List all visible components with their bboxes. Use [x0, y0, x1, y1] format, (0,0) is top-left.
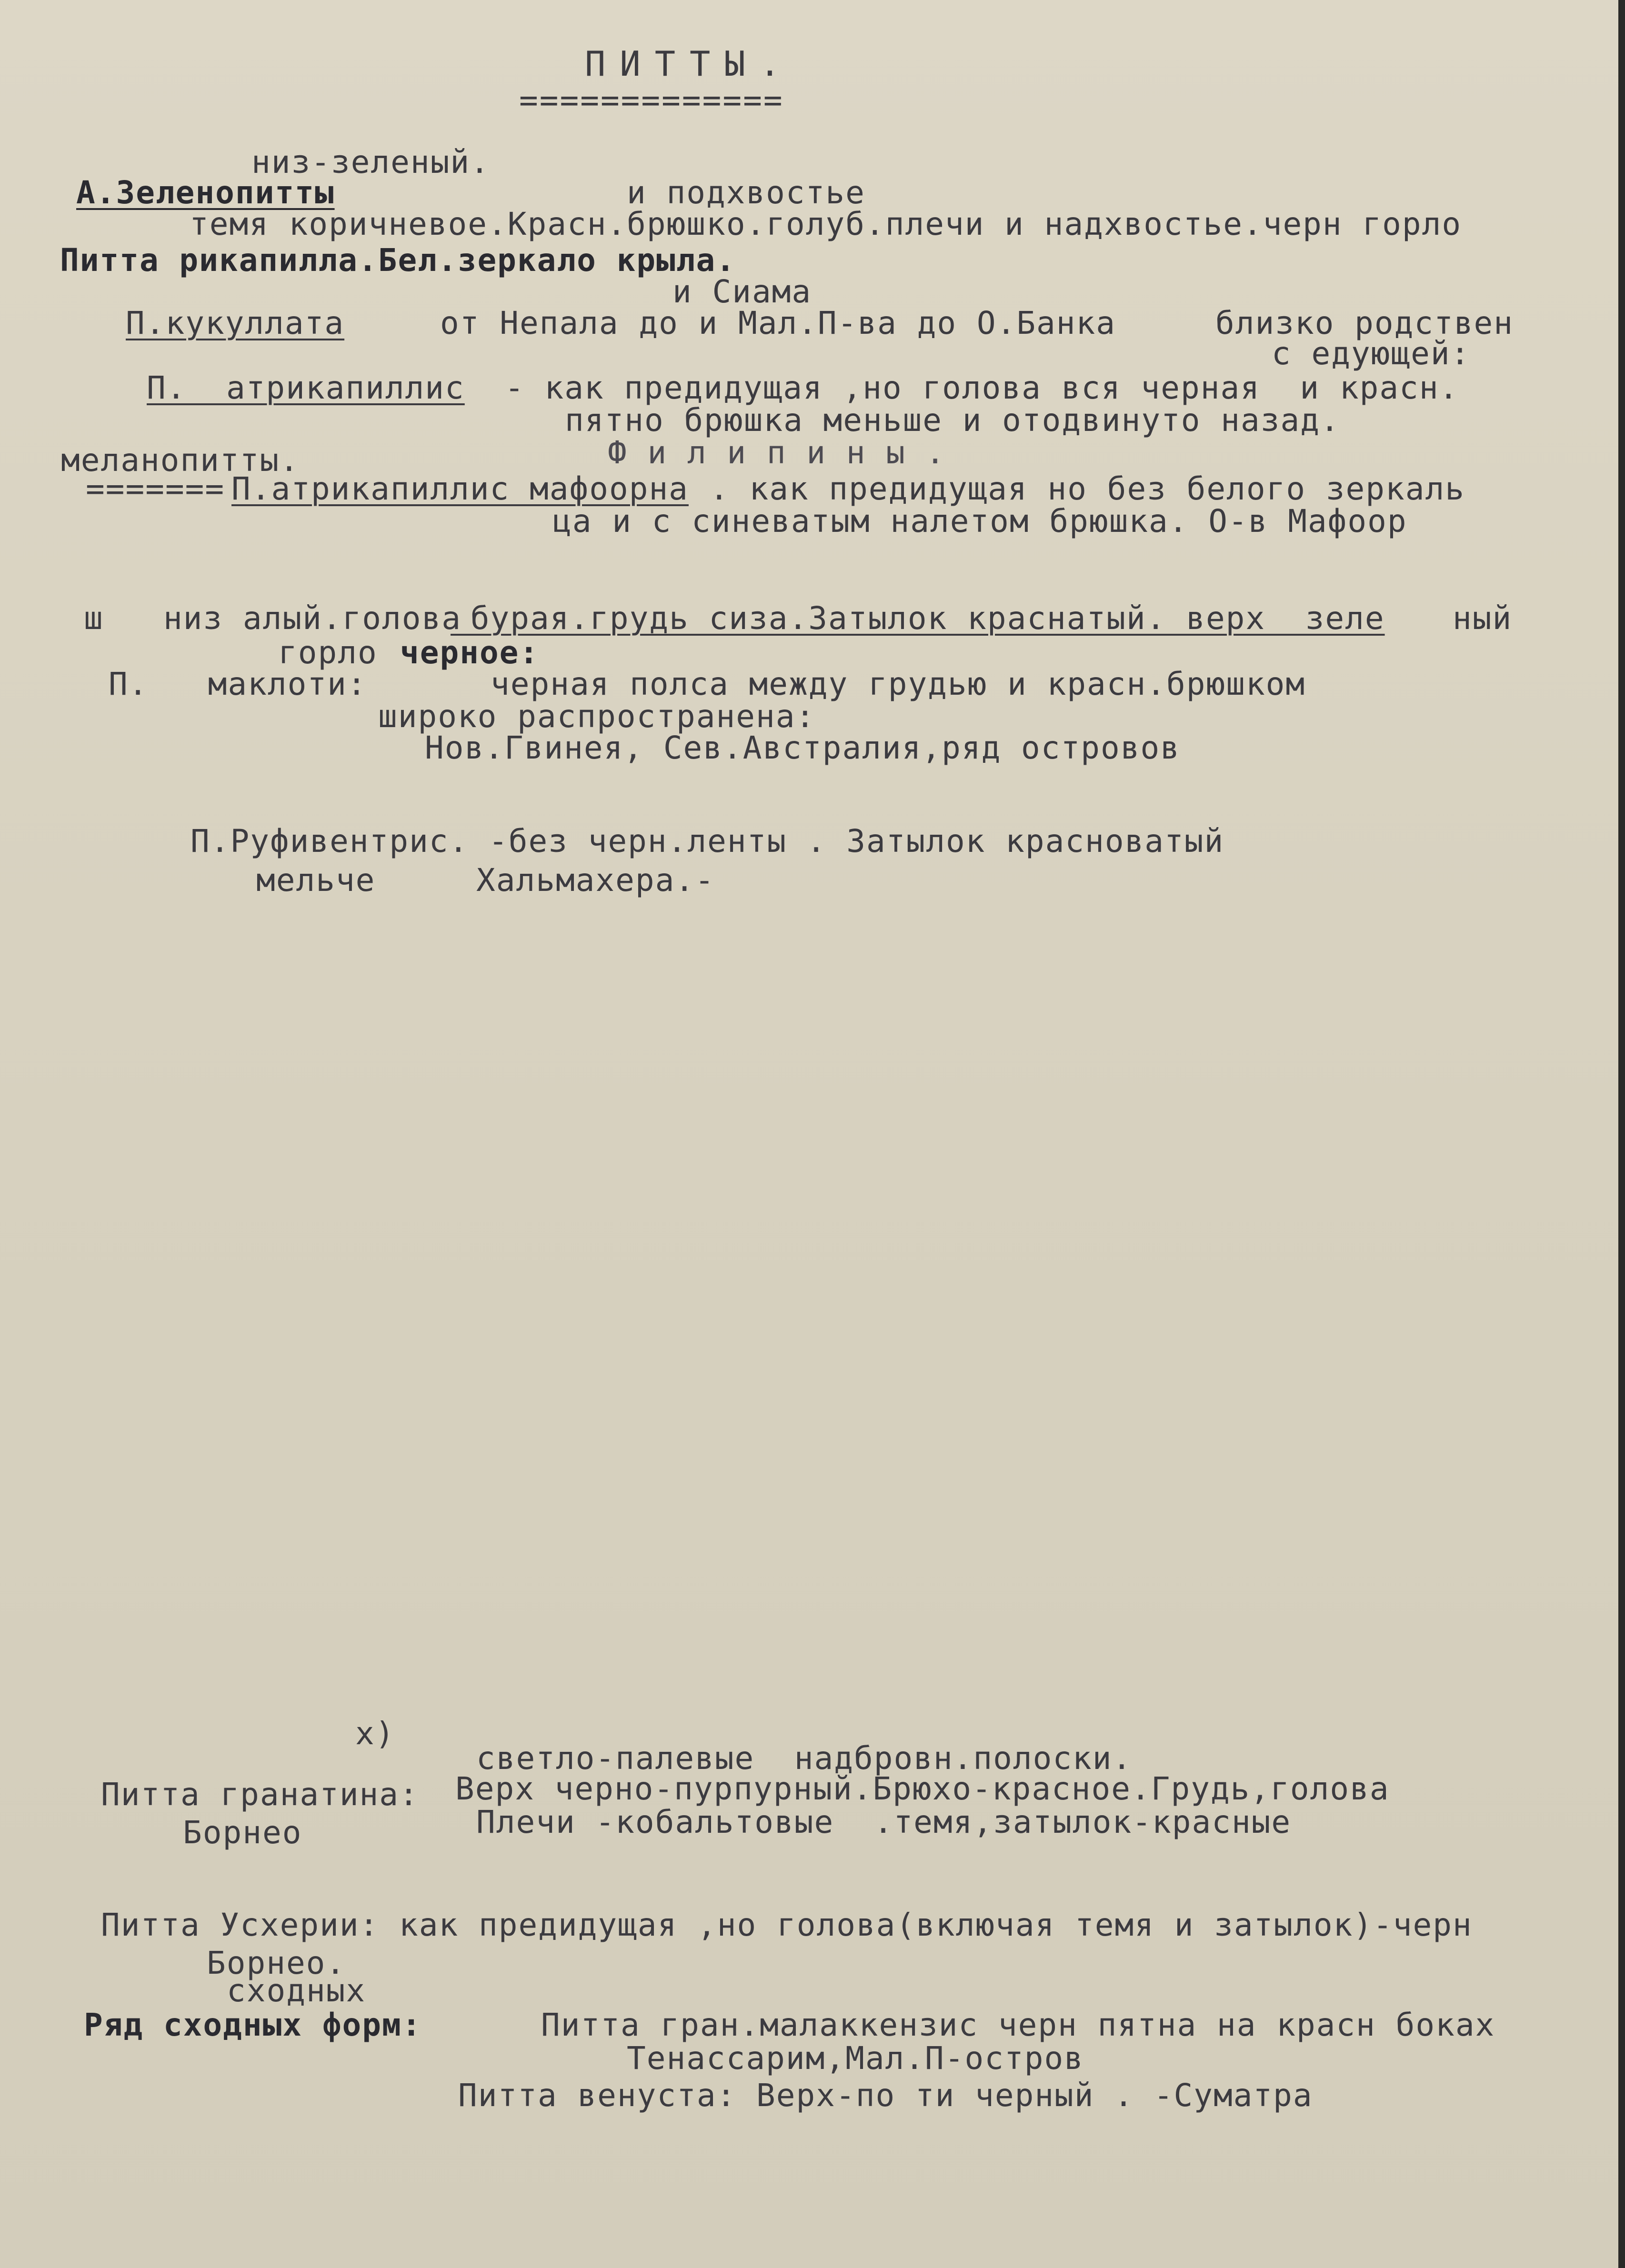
group-melanopitta: меланопитты. — [61, 442, 300, 479]
line-halmahera: Хальмахера.- — [476, 862, 715, 899]
line-tenasserim: Тенассарим,Мал.П-остров — [627, 2040, 1084, 2077]
page-title: ПИТТЫ. — [585, 44, 795, 84]
line-green: ный — [1453, 600, 1513, 637]
line-mackloti-range: Нов.Гвинея, Сев.Австралия,ряд островов — [425, 729, 1180, 766]
line-range-nepal: от Непала до и Мал.П-ва до О.Банка — [440, 305, 1116, 341]
line-atricapillis-desc: - как предидущая ,но голова вся черная и красн. — [505, 370, 1459, 406]
line-smaller: мельче — [256, 862, 376, 899]
line-mafoor-island: ца и с синеватым налетом брюшка. О-в Мафоор — [552, 503, 1407, 540]
line-borneo: Борнео — [183, 1814, 302, 1851]
line-species-name: Питта рикапилла.Бел.зеркало крыла. — [60, 242, 736, 279]
group-rule: ======= — [86, 470, 225, 507]
species-mafoorna: П.атрикапиллис мафоорна — [231, 470, 689, 507]
species-mackloti: П. маклоти: — [109, 666, 367, 702]
line-eyebrow-stripes: светло-палевые надбровн.полоски. — [476, 1740, 1133, 1777]
line-cobalt-shoulders: Плечи -кобальтовые .темя,затылок-красные — [476, 1804, 1292, 1840]
line-similar-forms: Ряд сходных форм: — [84, 2007, 422, 2043]
line-widespread: широко распространена: — [378, 698, 816, 735]
species-granatina: Питта гранатина: — [101, 1776, 419, 1813]
line-following: с едующей: — [1272, 335, 1471, 372]
line-throat: горло — [278, 634, 398, 671]
footnote-marker: х) — [355, 1715, 395, 1752]
line-borneo-2: Борнео. — [207, 1945, 346, 1981]
line-mafoorna-desc: . как предидущая но без белого зеркаль — [710, 470, 1465, 507]
line-granatina-desc: Верх черно-пурпурный.Брюхо-красное.Грудь,голова — [455, 1770, 1390, 1807]
line-undertail: и подхвостье — [627, 174, 865, 211]
title-rule: ============= — [519, 82, 784, 119]
line-philippines: Ф и л и п и н ы . — [608, 434, 946, 471]
line-black-band: черная полса между грудью и красн.брюшком — [491, 666, 1306, 702]
line-brown-head: бурая.грудь сиза.Затылок краснатый. верх зеле — [451, 600, 1385, 637]
line-related: близко родствен — [1215, 305, 1514, 341]
page-edge — [1618, 0, 1625, 2268]
line-throat-black: черное: — [400, 634, 540, 671]
species-atricapillis: П. атрикапиллис — [147, 370, 465, 406]
line-similar: сходных — [227, 1972, 366, 2009]
species-venusta: Питта венуста: Верх-по ти черный . -Суматра — [458, 2077, 1313, 2114]
line-scarlet-belly: ш низ алый.голова — [84, 600, 461, 637]
species-cucullata: П.кукуллата — [126, 305, 345, 341]
line-siam: и Сиама — [672, 273, 812, 310]
line-belly-spot: пятно брюшка меньше и отодвинуто назад. — [565, 402, 1340, 439]
line-crown: темя коричневое.Красн.брюшко.голуб.плечи и надхвостье.черн горло — [190, 206, 1462, 242]
line-malaccensis: Питта гран.малаккензис черн пятна на красн боках — [541, 2007, 1495, 2043]
species-rufiventris: П.Руфивентрис. -без черн.ленты . Затылок красноватый — [191, 823, 1224, 859]
section-heading-a: А.Зеленопитты — [76, 174, 335, 211]
species-ussheri: Питта Усхерии: как предидущая ,но голова(включая темя и затылок)-черн — [101, 1907, 1473, 1943]
line-lower-parts: низ-зеленый. — [251, 144, 490, 180]
